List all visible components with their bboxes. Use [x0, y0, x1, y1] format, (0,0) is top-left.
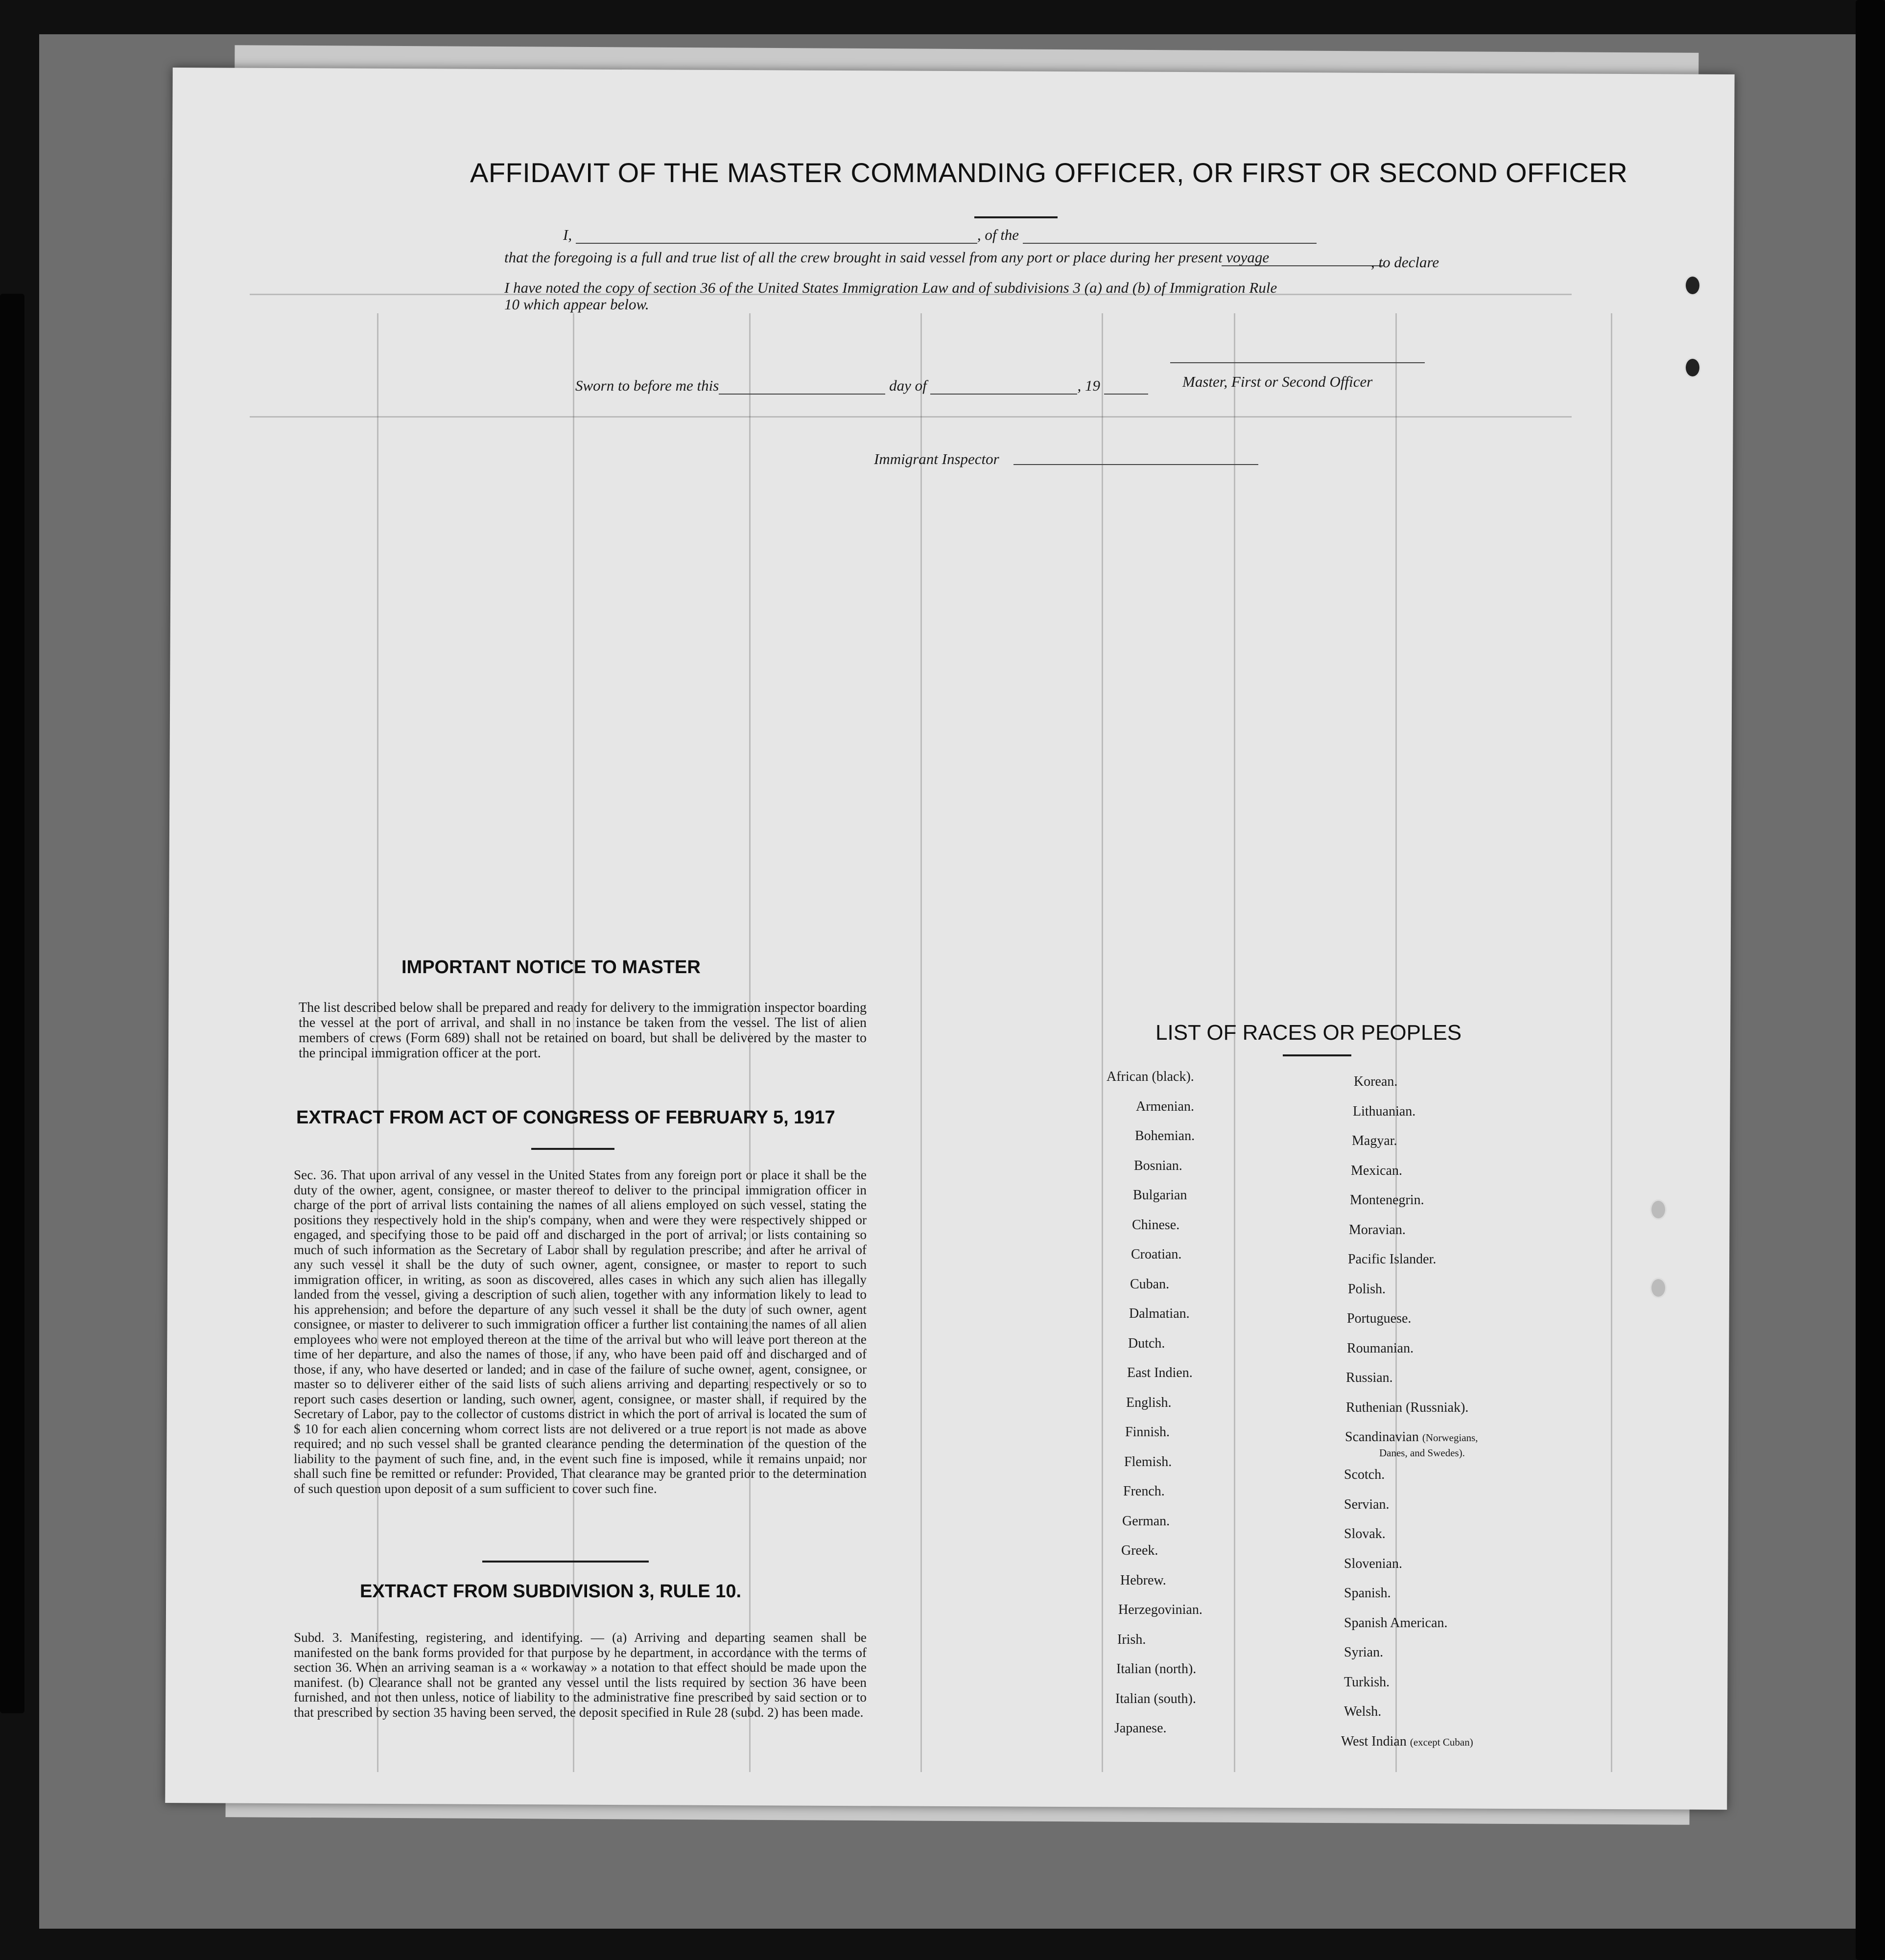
race-item: Lithuanian.	[1353, 1103, 1416, 1119]
race-item: Armenian.	[1136, 1098, 1194, 1114]
race-west-indian-label: West Indian	[1341, 1733, 1407, 1749]
rule-body: Subd. 3. Manifesting, registering, and identifying. — (a) Arriving and departing seamen shall be manifested on the bank forms provided for that purpose by he department, in accordance with the terms of section 36. When an arriving seaman is a « workaway » a notation to that effect should be made upon the manifest. (b) Clearance shall not be granted any vessel until the lists required by section 36 have been furnished, and not then unless, notice of liability to the administrative fine prescribed by said section or to that prescribed by section 35 having been served, the deposit specified in Rule 28 (subd. 2) has been made.	[294, 1630, 867, 1720]
race-item: Italian (north).	[1116, 1661, 1197, 1677]
race-scandinavian-label: Scandinavian	[1345, 1429, 1419, 1445]
race-item: Dalmatian.	[1129, 1306, 1190, 1321]
notice-title: IMPORTANT NOTICE TO MASTER	[401, 957, 701, 978]
sworn-year: , 19	[1077, 377, 1100, 394]
race-item: Herzegovinian.	[1118, 1602, 1202, 1617]
affidavit-line-2-text: that the foregoing is a full and true list of all the crew brought in said vessel from any port or place during her present voyage	[504, 249, 1270, 266]
race-item: Magyar.	[1352, 1133, 1397, 1148]
race-item: Slovak.	[1344, 1526, 1386, 1541]
master-signature-label: Master, First or Second Officer	[1182, 373, 1373, 390]
binder-hole	[1684, 357, 1701, 378]
vessel-blank	[1023, 229, 1317, 244]
race-item: Pacific Islander.	[1348, 1252, 1437, 1267]
race-item: Hebrew.	[1120, 1572, 1166, 1588]
races-left-column	[1107, 1062, 1202, 1744]
race-item: Korean.	[1354, 1074, 1398, 1089]
race-item: Dutch.	[1128, 1335, 1165, 1351]
affidavit-line-2-end	[1222, 249, 1383, 266]
race-item: Slovenian.	[1344, 1556, 1402, 1571]
race-item: Flemish.	[1124, 1454, 1172, 1470]
races-right-column	[1341, 1067, 1478, 1757]
affidavit-line-4: 10 which appear below.	[504, 296, 649, 313]
inspector-signature-line	[1013, 464, 1258, 465]
race-item: Polish.	[1348, 1281, 1386, 1297]
binder-hole	[1684, 275, 1701, 296]
ghost-table-rule	[1102, 313, 1103, 1772]
race-item: Roumanian.	[1347, 1340, 1414, 1356]
sworn-year-blank	[1104, 380, 1148, 395]
race-item: Chinese.	[1132, 1217, 1180, 1233]
affidavit-i-label: I,	[563, 226, 572, 243]
affidavit-line-1	[563, 226, 1317, 244]
race-item: Greek.	[1121, 1543, 1158, 1558]
race-item: Italian (south).	[1115, 1691, 1196, 1706]
race-item: Finnish.	[1125, 1424, 1170, 1440]
races-title: LIST OF RACES OR PEOPLES	[1155, 1021, 1462, 1045]
notice-body: The list described below shall be prepared and ready for delivery to the immigration inspector boarding the vessel at the port of arrival, and shall in no instance be taken from the vessel. The list of alien members of crews (Form 689) shall not be retained on board, but shall be delivered by the master to the principal immigration officer at the port.	[299, 1000, 867, 1061]
ghost-table-rule	[920, 313, 922, 1772]
race-item: Welsh.	[1344, 1704, 1382, 1719]
race-item: Spanish American.	[1344, 1615, 1448, 1631]
race-scandinavian-note-1: (Norwegians,	[1422, 1432, 1478, 1444]
race-item: Moravian.	[1349, 1222, 1406, 1237]
race-item: African (black).	[1107, 1069, 1194, 1084]
inspector-label: Immigrant Inspector	[874, 450, 999, 467]
act-title-underline	[531, 1148, 614, 1150]
race-item-west-indian	[1341, 1727, 1478, 1757]
race-item: Bulgarian	[1133, 1188, 1187, 1203]
race-item: East Indien.	[1127, 1365, 1193, 1380]
affidavit-title: AFFIDAVIT OF THE MASTER COMMANDING OFFICER, OR FIRST OR SECOND OFFICER	[470, 157, 1628, 188]
sworn-line	[575, 377, 1148, 395]
race-item: Bosnian.	[1134, 1158, 1182, 1173]
affidavit-line-2	[504, 249, 1269, 266]
act-body: Sec. 36. That upon arrival of any vessel in the United States from any foreign port or place it shall be the duty of the owner, agent, consignee, or master thereof to deliver to the principal immigration officer in charge of the port of arrival lists containing the names of all aliens employed on such vessel, stating the positions they respectively hold in the ship's company, when and were they were respectively shipped or engaged, and specifying those to be paid off and discharged in the port of arrival; or lists containing so much of such information as the Secretary of Labor shall by regulation prescribe; and after he arrival of any such vessel it shall be the duty of such owner, agent, consignee, or master to report to such immigration officer, in writing, as soon as discovered, alles cases in which any such alien has illegally landed from the vessel, giving a description of such alien, together with any information likely to lead to his apprehension; and before the departure of any such vessel it shall be the duty of such owner, agent consignee, or master to deliverer to such immigration officer a further list containing the names of all alien employees who were not employed thereon at the time of the arrival but who will leave port thereon at the time of her departure, and also the names of those, if any, who have been paid off and discharged and of those, if any, who have deserted or landed; and in case of the failure of suche owner, agent, consignee, or master so to deliverer either of the said lists of such aliens arriving and departing respectively or so to report such cases desertion or landing, such owner, agent, consignee, or master shall, if required by the Secretary of Labor, pay to the collector of customs district in which the port of arrival is located the sum of $ 10 for each alien concerning whom correct lists are not delivered or a true report is not made as above required; and no such vessel shall be granted clearance pending the determination of the question of the liability to the payment of such fine, and, in the event such fine is imposed, while it remains unpaid; nor shall such fine be remitted or refunder: Provided, That clearance may be granted prior to the determination of such question upon deposit of a sum sufficient to cover such fine.	[294, 1167, 867, 1496]
master-signature-line	[1170, 362, 1425, 363]
rule-title: EXTRACT FROM SUBDIVISION 3, RULE 10.	[360, 1581, 742, 1602]
race-item: Spanish.	[1344, 1586, 1391, 1601]
affidavit-declare: , to declare	[1371, 254, 1439, 271]
race-item: French.	[1123, 1484, 1165, 1499]
race-item: Montenegrin.	[1350, 1192, 1424, 1208]
race-item: Mexican.	[1351, 1163, 1402, 1178]
ghost-table-rule	[1611, 313, 1612, 1772]
binder-hole	[1650, 1278, 1667, 1298]
title-underline	[974, 216, 1058, 218]
affidavit-of-the-label: , of the	[977, 226, 1019, 243]
sworn-prefix: Sworn to before me this	[575, 377, 719, 394]
sworn-month-blank	[930, 380, 1077, 395]
ghost-table-rule	[250, 416, 1572, 418]
declare-blank	[1222, 252, 1383, 266]
name-blank	[576, 229, 977, 244]
sworn-day-blank	[719, 380, 885, 395]
race-item: Cuban.	[1130, 1276, 1170, 1292]
race-item: Japanese.	[1114, 1721, 1167, 1736]
race-item: Turkish.	[1344, 1674, 1390, 1690]
race-item: Croatian.	[1131, 1247, 1182, 1262]
affidavit-line-3: I have noted the copy of section 36 of the United States Immigration Law and of subdivisions 3 (a) and (b) of Immigration Rule	[504, 279, 1277, 296]
act-end-rule	[482, 1561, 649, 1563]
race-item: Syrian.	[1344, 1645, 1384, 1660]
race-item: Scotch.	[1344, 1467, 1385, 1482]
race-item-ruthenian: Ruthenian (Russniak).	[1346, 1400, 1469, 1415]
race-item-scandinavian	[1345, 1423, 1478, 1460]
race-item: Portuguese.	[1347, 1311, 1412, 1326]
act-title: EXTRACT FROM ACT OF CONGRESS OF FEBRUARY 5, 1917	[296, 1107, 835, 1128]
race-item: English.	[1126, 1395, 1172, 1410]
sworn-day-of: day of	[889, 377, 927, 394]
races-title-underline	[1283, 1054, 1351, 1056]
binder-hole	[1650, 1199, 1667, 1220]
race-item: Russian.	[1346, 1370, 1393, 1385]
race-scandinavian-note-2: Danes, and Swedes).	[1379, 1447, 1465, 1459]
race-item: Bohemian.	[1135, 1128, 1195, 1143]
race-item: German.	[1122, 1513, 1170, 1529]
race-item: Irish.	[1117, 1632, 1146, 1647]
race-west-indian-note: (except Cuban)	[1410, 1736, 1473, 1748]
race-item: Servian.	[1344, 1496, 1390, 1512]
